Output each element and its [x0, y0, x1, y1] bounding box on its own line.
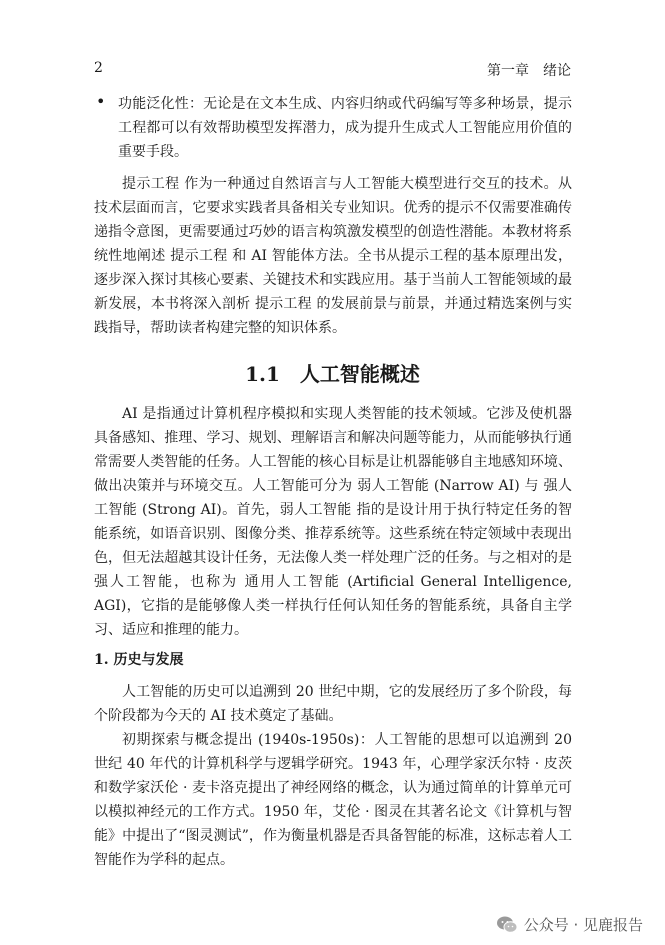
intro-paragraph: 提示工程 作为一种通过自然语言与人工智能大模型进行交互的技术。从技术层面而言，它要求实践者具备相关专业知识。优秀的提示不仅需要准确传递指令意图，更需要通过巧妙的语言构筑激发模型的创造性潜能。本教材将系统性地阐述 提示工程 和 AI 智能体方法。全书从提示工程的基本原理出发，逐步深入探讨其核心要素、关键技术和实践应用。基于当前人工智能领域的最新发展，本书将深入剖析 提示工程 的发展前景与前景，并通过精选案例与实践指导，帮助读者构建完整的知识体系。	[94, 176, 572, 336]
section-title: 1.1 人工智能概述	[245, 362, 420, 386]
watermark	[496, 914, 643, 935]
watermark-text: 公众号 · 见鹿报告	[523, 916, 643, 934]
bullet-text: 功能泛化性：无论是在文本生成、内容归纳或代码编写等多种场景，提示工程都可以有效帮助模型发挥潜力，成为提升生成式人工智能应用价值的重要手段。	[118, 96, 572, 160]
history-paragraph: 人工智能的历史可以追溯到 20 世纪中期，它的发展经历了多个阶段，每个阶段都为今天的 AI 技术奠定了基础。	[94, 684, 572, 724]
wechat-icon	[496, 915, 518, 935]
bullet-item	[96, 92, 572, 164]
subsection-title: 1. 历史与发展	[94, 652, 184, 668]
early-exploration-paragraph: 初期探索与概念提出 (1940s-1950s)：人工智能的思想可以追溯到 20 世纪 40 年代的计算机科学与逻辑学研究。1943 年，心理学家沃尔特 · 皮茨和数学家沃伦 · 麦卡洛克提出了神经网络的概念，认为通过简单的计算单元可以模拟神经元的工作方式。1950 年，艾伦 · 图灵在其著名论文《计算机与智能》中提出了“图灵测试”，作为衡量机器是否具备智能的标准，这标志着人工智能作为学科的起点。	[94, 732, 572, 868]
bullet-icon: •	[96, 92, 106, 111]
ai-paragraph: AI 是指通过计算机程序模拟和实现人类智能的技术领域。它涉及使机器具备感知、推理、学习、规划、理解语言和解决问题等能力，从而能够执行通常需要人类智能的任务。人工智能的核心目标是让机器能够自主地感知环境、做出决策并与环境交互。人工智能可分为 弱人工智能 (Narrow AI) 与 强人工智能 (Strong AI)。首先，弱人工智能 指的是设计用于执行特定任务的智能系统，如语音识别、图像分类、推荐系统等。这些系统在特定领域中表现出色，但无法超越其设计任务，无法像人类一样处理广泛的任务。与之相对的是 强人工智能，也称为 通用人工智能 (Artificial General Intelligence, AGI)，它指的是能够像人类一样执行任何认知任务的智能系统，具备自主学习、适应和推理的能力。	[94, 406, 572, 638]
chapter-title: 第一章 绪论	[487, 63, 571, 79]
page-number: 2	[94, 60, 103, 76]
